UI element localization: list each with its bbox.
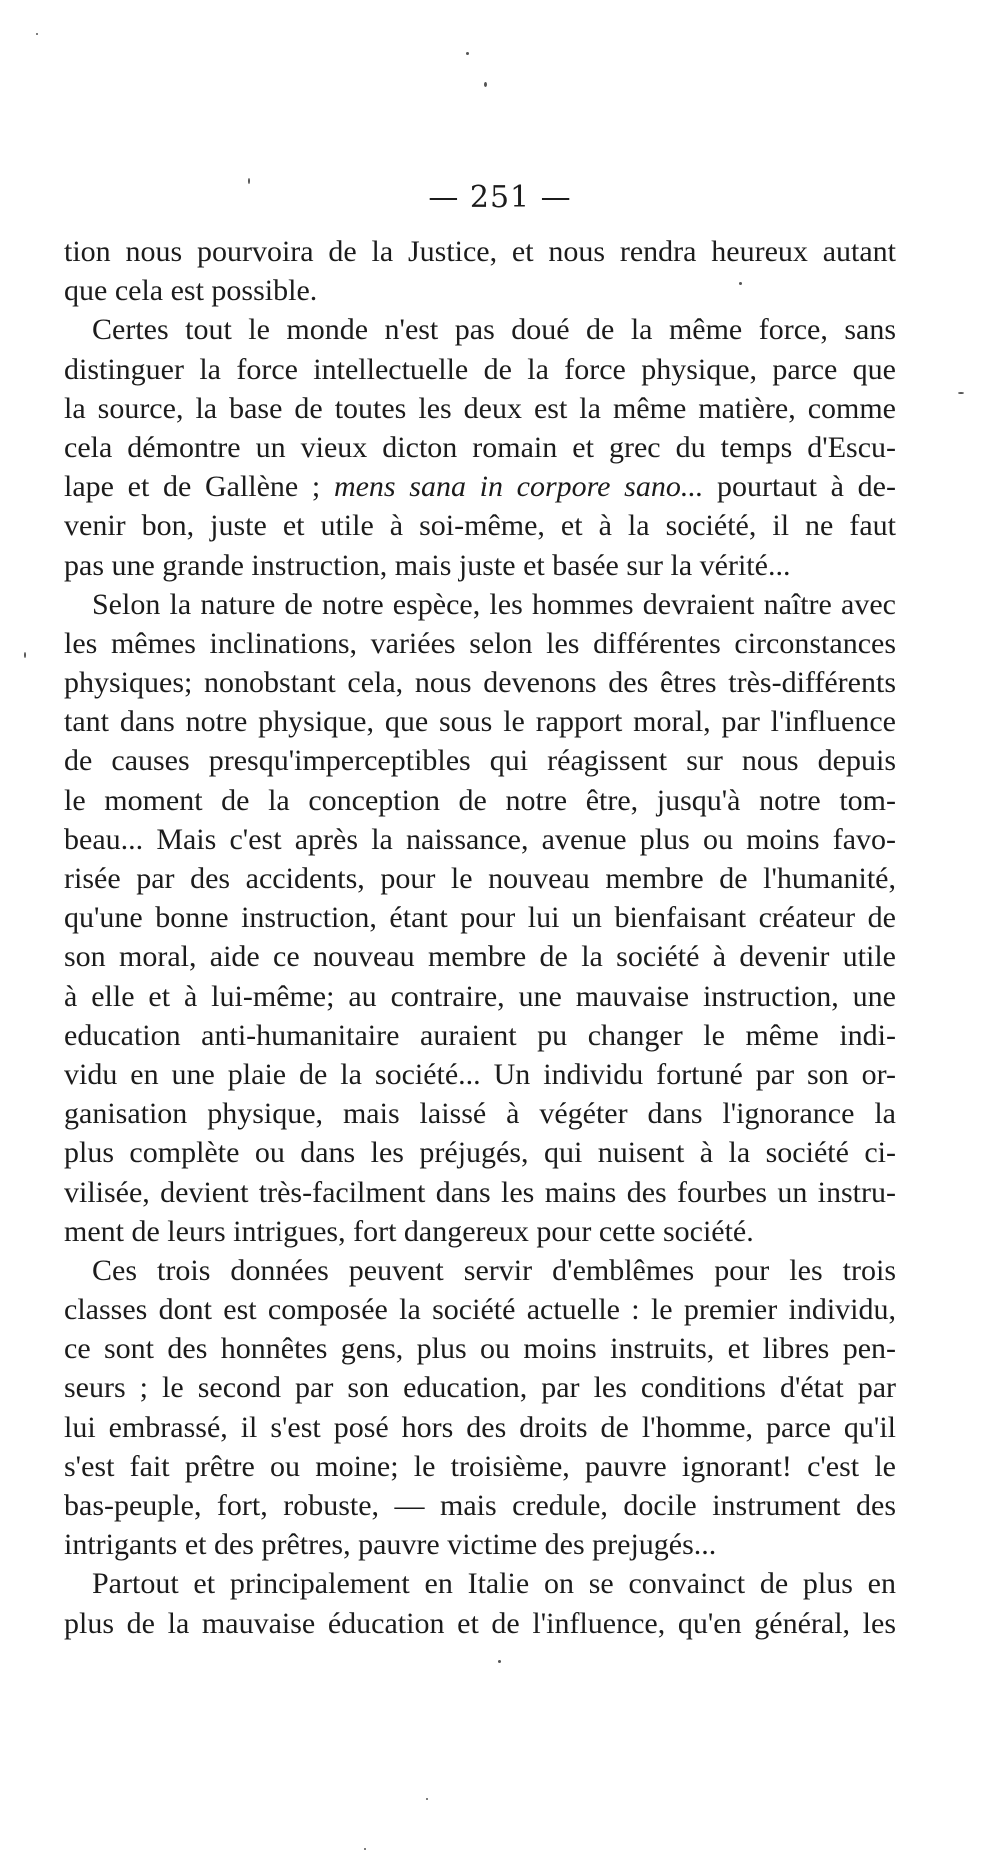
scan-speck (24, 652, 26, 658)
scan-speck (484, 82, 487, 87)
text-line: tion nous pourvoira de la Justice, et nous rendra heureux autant (64, 235, 896, 268)
text-line: ce sont des honnêtes gens, plus ou moins instruits, et libres pen- (64, 1332, 896, 1366)
text-line: vilisée, devient très-facilment dans les mains des fourbes un instru- (64, 1175, 896, 1209)
text-line: seurs ; le second par son education, par les conditions d'état par (64, 1371, 896, 1405)
text-line: Certes tout le monde n'est pas doué de la même force, sans (92, 313, 896, 347)
page-number: — 251 — (428, 180, 572, 215)
text-line: distinguer la force intellectuelle de la force physique, parce que (64, 352, 896, 386)
text-line: intrigants et des prêtres, pauvre victime des prejugés... (64, 1528, 717, 1562)
text-line: à elle et à lui-même; au contraire, une mauvaise instruction, une (64, 979, 896, 1013)
text-line: risée par des accidents, pour le nouveau membre de l'humanité, (64, 862, 896, 895)
text-line: la source, la base de toutes les deux est la même matière, comme (64, 391, 896, 425)
text-line: ganisation physique, mais laissé à végéter dans l'ignorance la (64, 1097, 896, 1131)
text-line: bas-peuple, fort, robuste, — mais credule, docile instrument des (64, 1489, 896, 1522)
text-line: que cela est possible. (64, 274, 318, 308)
text-line: Ces trois données peuvent servir d'emblêmes pour les trois (92, 1253, 896, 1287)
scan-speck (739, 282, 742, 285)
text-line: education anti-humanitaire auraient pu changer le même indi- (64, 1018, 896, 1052)
text-line: plus complète ou dans les préjugés, qui nuisent à la société ci- (64, 1136, 896, 1170)
scan-speck (466, 52, 469, 55)
scan-speck (426, 1798, 428, 1800)
text-line: plus de la mauvaise éducation et de l'influence, qu'en général, les (64, 1606, 896, 1640)
text-line: classes dont est composée la société actuelle : le premier individu, (64, 1293, 896, 1327)
text-line: physiques; nonobstant cela, nous devenons des êtres très-différents (64, 666, 896, 700)
text-line: les mêmes inclinations, variées selon les différentes circonstances (64, 626, 896, 660)
text-line: lui embrassé, il s'est posé hors des droits de l'homme, parce qu'il (64, 1410, 896, 1444)
text-line: venir bon, juste et utile à soi-même, et à la société, il ne faut (64, 509, 896, 543)
scan-speck (36, 33, 38, 35)
scan-speck (498, 1660, 501, 1663)
text-line: vidu en une plaie de la société... Un individu fortuné par son or- (64, 1057, 896, 1091)
scan-speck (364, 1848, 366, 1850)
text-line: qu'une bonne instruction, étant pour lui un bienfaisant créateur de (64, 901, 896, 935)
text-line: tant dans notre physique, que sous le rapport moral, par l'influence (64, 705, 896, 739)
text-line: son moral, aide ce nouveau membre de la société à devenir utile (64, 940, 896, 974)
text-line: Partout et principalement en Italie on se convainct de plus en (92, 1567, 896, 1601)
scan-speck (958, 392, 964, 394)
text-line: le moment de la conception de notre être, jusqu'à notre tom- (64, 783, 896, 817)
text-line: Selon la nature de notre espèce, les hommes devraient naître avec (92, 587, 896, 621)
text-line: cela démontre un vieux dicton romain et grec du temps d'Escu- (64, 430, 896, 464)
text-line: s'est fait prêtre ou moine; le troisième, pauvre ignorant! c'est le (64, 1449, 896, 1483)
text-line: pas une grande instruction, mais juste et basée sur la vérité... (64, 548, 791, 582)
body-text (64, 232, 896, 1643)
text-line: ment de leurs intrigues, fort dangereux pour cette société. (64, 1214, 754, 1248)
text-line: beau... Mais c'est après la naissance, avenue plus ou moins favo- (64, 822, 896, 856)
text-line: lape et de Gallène ; mens sana in corpore sano... pourtaut à de- (64, 470, 896, 504)
text-line: de causes presqu'imperceptibles qui réagissent sur nous depuis (64, 744, 896, 778)
scan-speck (248, 178, 250, 184)
